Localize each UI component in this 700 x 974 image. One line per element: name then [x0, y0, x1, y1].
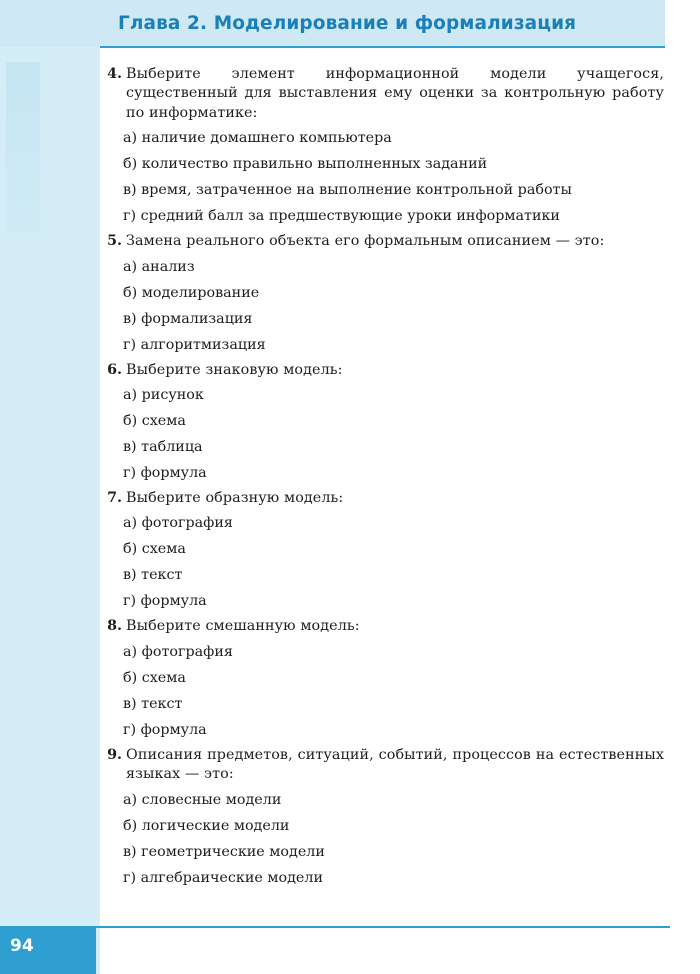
answer-option: а) фотография: [123, 643, 233, 660]
question-number: 9.: [107, 746, 122, 763]
question-4: [97, 65, 667, 232]
answer-options: [97, 123, 667, 232]
answer-option: б) логические модели: [123, 817, 290, 834]
question-text: Выберите знаковую модель:: [126, 361, 343, 378]
answer-option: б) моделирование: [123, 284, 260, 301]
answer-option: в) таблица: [123, 439, 203, 456]
answer-option: а) рисунок: [123, 387, 204, 404]
question-text: Выберите элемент информационной модели учащегося, существенный для выставления ему оценки за контрольную работу по информатике:: [126, 66, 664, 121]
answer-option: г) формула: [123, 721, 207, 738]
answer-options: [97, 252, 667, 361]
question-8: [97, 617, 667, 745]
answer-option: б) схема: [123, 669, 186, 686]
answer-option: г) формула: [123, 465, 207, 482]
question-text: Замена реального объекта его формальным описанием — это:: [126, 233, 605, 250]
answer-option: в) текст: [123, 567, 183, 584]
answer-option: в) формализация: [123, 310, 253, 327]
question-text: Описания предметов, ситуаций, событий, процессов на естественных языках — это:: [126, 746, 664, 783]
question-7: [97, 489, 667, 617]
answer-options: [97, 637, 667, 746]
question-number: 6.: [107, 361, 122, 378]
question-number: 7.: [107, 490, 122, 507]
answer-option: б) количество правильно выполненных заданий: [123, 156, 488, 173]
question-number: 4.: [107, 66, 122, 82]
answer-option: б) схема: [123, 413, 186, 430]
answer-option: г) формула: [123, 593, 207, 610]
margin-decoration: [6, 62, 40, 232]
answer-option: а) фотография: [123, 515, 233, 532]
answer-option: а) наличие домашнего компьютера: [123, 130, 392, 147]
question-5: [97, 232, 667, 360]
header-divider: [100, 46, 665, 48]
answer-option: в) текст: [123, 695, 183, 712]
footer-divider: [0, 926, 670, 928]
question-number: 5.: [107, 233, 122, 250]
chapter-title: Глава 2. Моделирование и формализация: [118, 13, 577, 34]
answer-option: г) алгоритмизация: [123, 336, 266, 353]
answer-option: в) время, затраченное на выполнение контрольной работы: [123, 182, 572, 199]
answer-options: [97, 508, 667, 617]
left-margin-strip: [0, 0, 100, 974]
page-number: 94: [10, 936, 34, 956]
question-text: Выберите смешанную модель:: [126, 618, 360, 635]
answer-options: [97, 785, 667, 894]
answer-option: г) алгебраические модели: [123, 869, 323, 886]
question-text: Выберите образную модель:: [126, 490, 344, 507]
answer-option: а) анализ: [123, 258, 195, 275]
question-9: [97, 746, 667, 894]
question-number: 8.: [107, 618, 122, 635]
answer-option: а) словесные модели: [123, 791, 282, 808]
answer-option: б) схема: [123, 541, 186, 558]
answer-option: в) геометрические модели: [123, 843, 325, 860]
answer-option: г) средний балл за предшествующие уроки информатики: [123, 208, 560, 225]
answer-options: [97, 380, 667, 489]
page-number-box: [0, 928, 96, 974]
question-6: [97, 361, 667, 489]
question-list: [97, 65, 667, 894]
